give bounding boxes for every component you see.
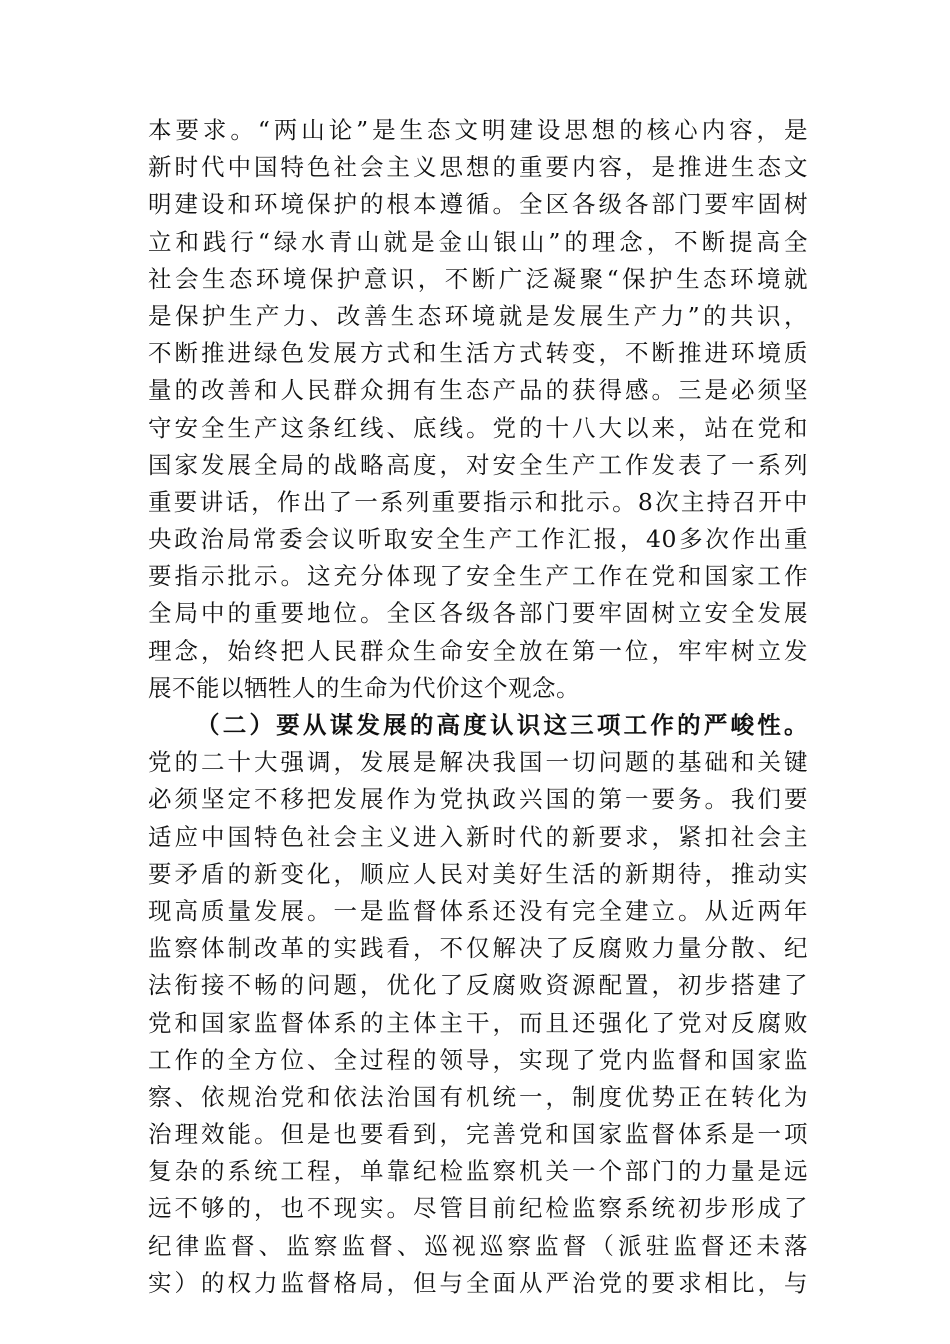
text-line: 纪律监督、监察监督、巡视巡察监督（派驻监督还未落 (148, 1231, 808, 1260)
text-line: 治理效能。但是也要看到，完善党和国家监督体系是一项 (148, 1120, 808, 1149)
text-line: 适应中国特色社会主义进入新时代的新要求，紧扣社会主 (148, 822, 808, 851)
text-line: 复杂的系统工程，单靠纪检监察机关一个部门的力量是远 (148, 1157, 808, 1186)
text-line: 是保护生产力、改善生态环境就是发展生产力”的共识， (148, 301, 808, 330)
text-line: 重要讲话，作出了一系列重要指示和批示。8次主持召开中 (148, 487, 808, 516)
text-line: 要指示批示。这充分体现了安全生产工作在党和国家工作 (148, 562, 808, 591)
text-line: 党和国家监督体系的主体主干，而且还强化了党对反腐败 (148, 1008, 808, 1037)
text-line: 明建设和环境保护的根本遵循。全区各级各部门要牢固树 (148, 190, 808, 219)
text-line: 法衔接不畅的问题，优化了反腐败资源配置，初步搭建了 (148, 971, 808, 1000)
text-line: 本要求。“两山论”是生态文明建设思想的核心内容，是 (148, 116, 808, 144)
text-line: 社会生态环境保护意识，不断广泛凝聚“保护生态环境就 (148, 264, 808, 293)
text-line: 远不够的，也不现实。尽管目前纪检监察系统初步形成了 (148, 1194, 808, 1223)
text-line: 监察体制改革的实践看，不仅解决了反腐败力量分散、纪 (148, 934, 808, 963)
text-line: 国家发展全局的战略高度，对安全生产工作发表了一系列 (148, 450, 808, 479)
text-line: 现高质量发展。一是监督体系还没有完全建立。从近两年 (148, 896, 808, 925)
text-line: 量的改善和人民群众拥有生态产品的获得感。三是必须坚 (148, 376, 808, 405)
text-line: 工作的全方位、全过程的领导，实现了党内监督和国家监 (148, 1045, 808, 1074)
text-line: 要矛盾的新变化，顺应人民对美好生活的新期待，推动实 (148, 859, 808, 888)
text-line: 理念，始终把人民群众生命安全放在第一位，牢牢树立发 (148, 636, 808, 665)
text-line: 实）的权力监督格局，但与全面从严治党的要求相比，与 (148, 1268, 808, 1297)
text-line: 守安全生产这条红线、底线。党的十八大以来，站在党和 (148, 413, 808, 442)
text-line: 不断推进绿色发展方式和生活方式转变，不断推进环境质 (148, 339, 808, 368)
text-line: 新时代中国特色社会主义思想的重要内容，是推进生态文 (148, 153, 808, 182)
section-heading: （二）要从谋发展的高度认识这三项工作的严峻性。 (196, 711, 808, 739)
text-line: 察、依规治党和依法治国有机统一，制度优势正在转化为 (148, 1082, 808, 1111)
text-line: 必须坚定不移把发展作为党执政兴国的第一要务。我们要 (148, 785, 808, 814)
text-line: 全局中的重要地位。全区各级各部门要牢固树立安全发展 (148, 599, 808, 628)
paragraph-end-line: 展不能以牺牲人的生命为代价这个观念。 (148, 673, 580, 702)
body-text (148, 112, 808, 1302)
text-line: 党的二十大强调，发展是解决我国一切问题的基础和关键 (148, 748, 808, 777)
text-line: 立和践行“绿水青山就是金山银山”的理念，不断提高全 (148, 227, 808, 256)
text-line: 央政治局常委会议听取安全生产工作汇报，40多次作出重 (148, 525, 808, 554)
